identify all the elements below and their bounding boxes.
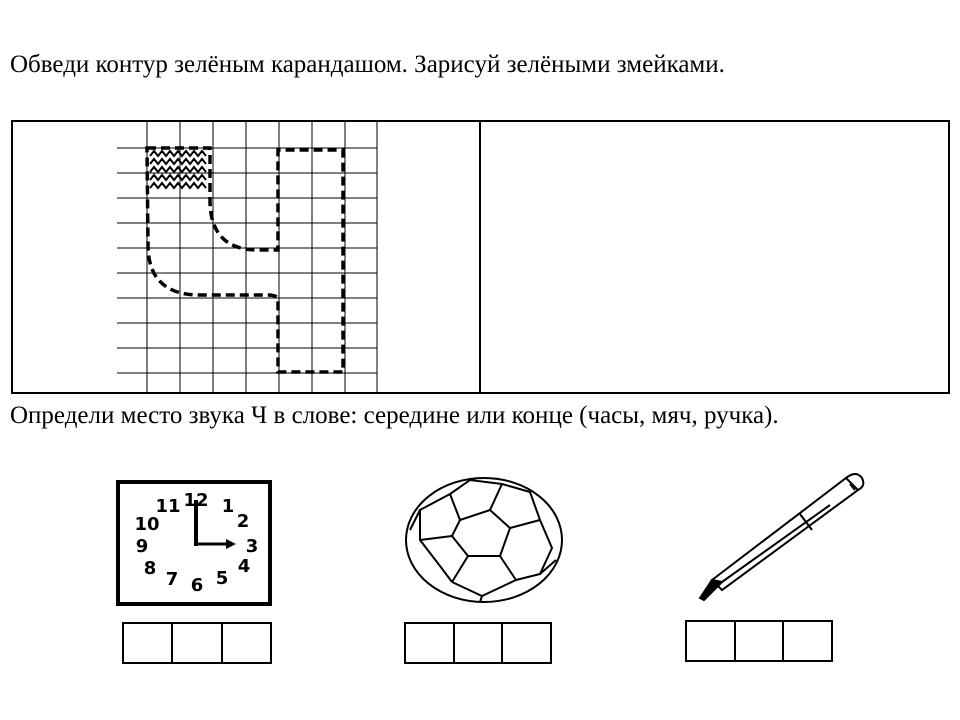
- pen-icon: [700, 474, 863, 600]
- answer-cell[interactable]: [124, 624, 173, 662]
- clock-numeral: 12: [183, 490, 209, 511]
- clock-numeral: 2: [236, 511, 250, 532]
- clock-numeral: 9: [135, 536, 149, 557]
- clock-numeral: 11: [155, 496, 181, 517]
- answer-cell[interactable]: [784, 622, 831, 660]
- ball-icon: [406, 478, 562, 602]
- answer-box-ball[interactable]: [404, 622, 552, 664]
- answer-box-pen[interactable]: [685, 620, 833, 662]
- answer-cell[interactable]: [173, 624, 222, 662]
- letter-che-outline: [147, 148, 343, 372]
- clock-numeral: 1: [221, 496, 235, 517]
- clock-numeral: 6: [190, 575, 204, 596]
- answer-cell[interactable]: [503, 624, 550, 662]
- task-1-instruction: Обведи контур зелёным карандашом. Зарисуй зелёными змейками.: [10, 51, 725, 78]
- answer-cell[interactable]: [406, 624, 455, 662]
- clock-numeral: 8: [143, 558, 157, 579]
- answer-cell[interactable]: [223, 624, 270, 662]
- answer-cell[interactable]: [455, 624, 504, 662]
- clock-numeral: 5: [215, 568, 229, 589]
- answer-cell[interactable]: [736, 622, 785, 660]
- clock-numeral: 4: [237, 556, 251, 577]
- clock-numeral: 10: [134, 514, 160, 535]
- answer-cell[interactable]: [687, 622, 736, 660]
- task-2-instruction: Определи место звука Ч в слове: середине или конце (часы, мяч, ручка).: [10, 402, 779, 429]
- clock-numeral: 7: [165, 569, 179, 590]
- clock-numeral: 3: [245, 536, 259, 557]
- answer-box-clock[interactable]: [122, 622, 272, 664]
- clock-icon: [118, 482, 270, 604]
- snake-shading: [150, 151, 206, 188]
